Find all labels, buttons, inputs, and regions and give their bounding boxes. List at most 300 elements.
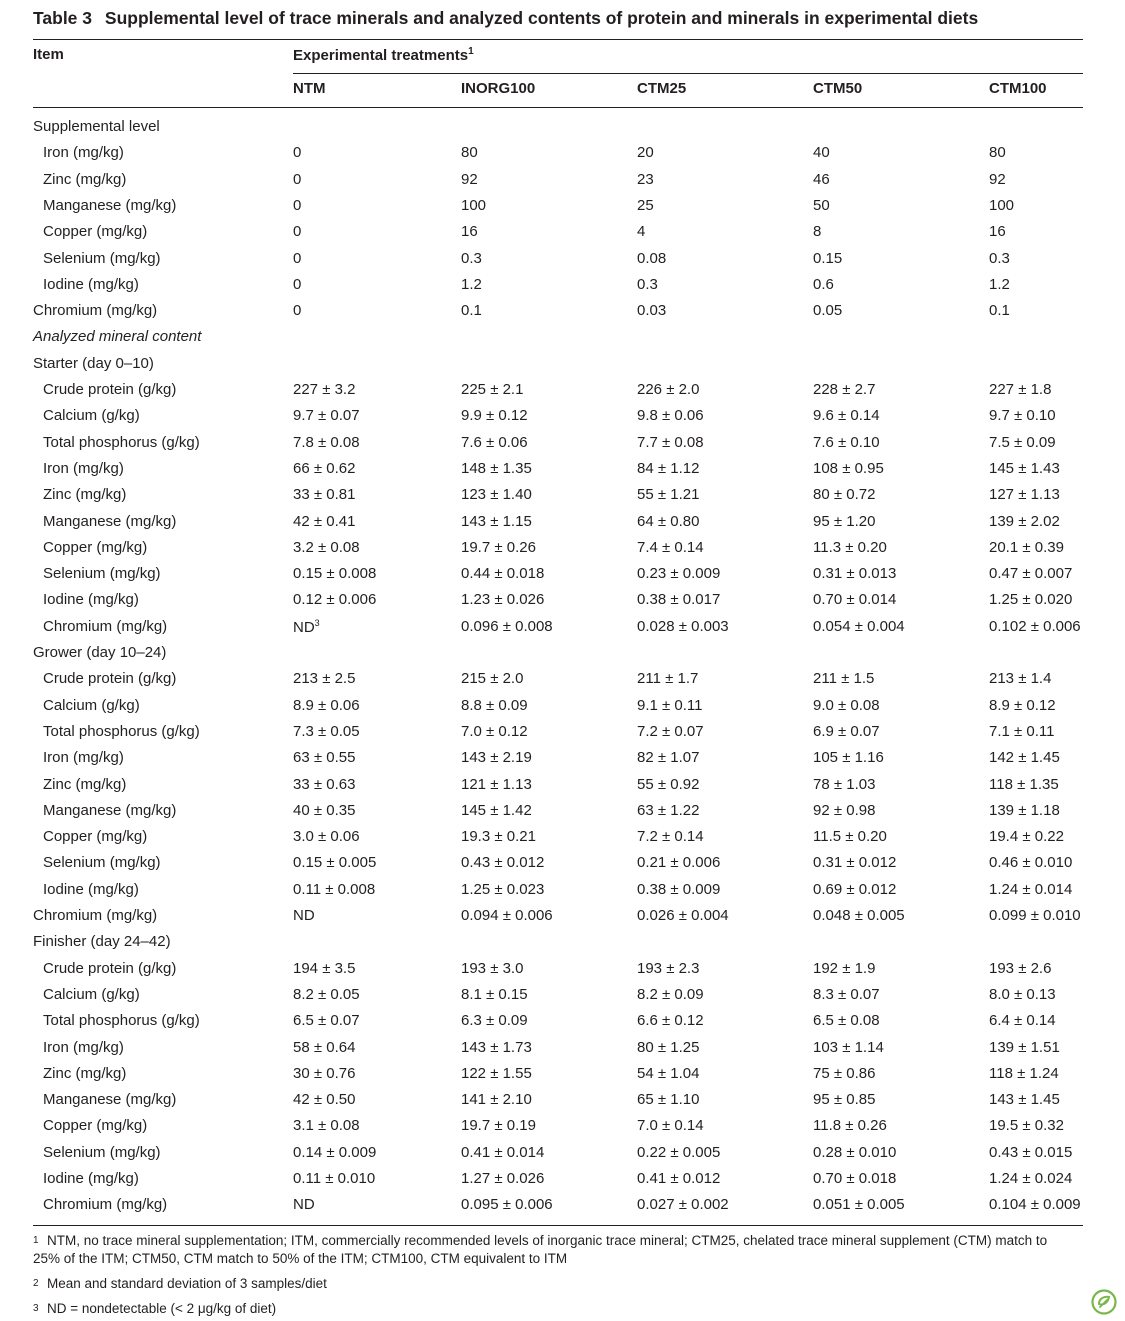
cell-value: 7.3 ± 0.05 (293, 723, 360, 740)
table-cell (989, 565, 1072, 582)
table-cell (461, 565, 544, 582)
cell-value: 215 ± 2.0 (461, 670, 524, 687)
table-cell (813, 565, 896, 582)
cell-value: 145 ± 1.43 (989, 460, 1060, 477)
table-cell (813, 223, 821, 240)
row-label: Selenium (mg/kg) (43, 250, 161, 267)
cell-value: 8.0 ± 0.13 (989, 986, 1056, 1003)
cell-value: 92 (461, 171, 478, 188)
cell-value: 55 ± 1.21 (637, 486, 700, 503)
cell-value: 7.8 ± 0.08 (293, 434, 360, 451)
cell-value: 0.054 ± 0.004 (813, 618, 905, 635)
cell-value: 46 (813, 171, 830, 188)
cell-value: 9.7 ± 0.10 (989, 407, 1056, 424)
table-cell (293, 1196, 315, 1213)
cell-value: 6.5 ± 0.07 (293, 1012, 360, 1029)
cell-value: 105 ± 1.16 (813, 749, 884, 766)
table-row (0, 513, 1125, 539)
cell-value: 103 ± 1.14 (813, 1039, 884, 1056)
cell-value: 7.4 ± 0.14 (637, 539, 704, 556)
cell-value: 19.4 ± 0.22 (989, 828, 1064, 845)
table-cell (813, 749, 884, 766)
footnote-2-text: Mean and standard deviation of 3 samples/diet (47, 1276, 327, 1291)
cell-value: 20.1 ± 0.39 (989, 539, 1064, 556)
header-rule (33, 107, 1083, 108)
cell-value: 4 (637, 223, 646, 240)
cell-value: 0.31 ± 0.013 (813, 565, 897, 582)
table-row (0, 854, 1125, 880)
cell-value: 1.24 ± 0.024 (989, 1170, 1073, 1187)
cell-value: 0 (293, 197, 302, 214)
row-label: Iron (mg/kg) (43, 144, 124, 161)
cell-value: 193 ± 3.0 (461, 960, 524, 977)
row-label: Total phosphorus (g/kg) (43, 723, 200, 740)
header-col-inorg100: INORG100 (461, 80, 536, 97)
row-label: Crude protein (g/kg) (43, 670, 177, 687)
cell-value: 33 ± 0.63 (293, 776, 356, 793)
footnote-3-mark: 3 (33, 1303, 39, 1314)
cell-value: 139 ± 2.02 (989, 513, 1060, 530)
cell-value: 11.8 ± 0.26 (813, 1117, 887, 1134)
table-cell (637, 407, 704, 424)
cell-value: 213 ± 1.4 (989, 670, 1052, 687)
cell-value: ND (293, 619, 315, 636)
table-cell (637, 1091, 699, 1108)
table-cell (813, 1196, 905, 1213)
cell-value: 7.2 ± 0.07 (637, 723, 704, 740)
table-cell (637, 618, 729, 635)
table-cell (461, 697, 528, 714)
cell-value: 66 ± 0.62 (293, 460, 356, 477)
cell-value: 228 ± 2.7 (813, 381, 876, 398)
table-row (0, 986, 1125, 1012)
table-cell (637, 828, 704, 845)
cell-value: 0.22 ± 0.005 (637, 1144, 721, 1161)
cell-value: 143 ± 1.15 (461, 513, 532, 530)
cell-value: 19.3 ± 0.21 (461, 828, 536, 845)
row-label: Calcium (g/kg) (43, 407, 140, 424)
table-cell (461, 276, 482, 293)
row-label: Manganese (mg/kg) (43, 513, 177, 530)
table-row (0, 749, 1125, 775)
table-row (0, 460, 1125, 486)
table-cell (461, 670, 523, 687)
table-cell (989, 697, 1056, 714)
table-cell (637, 670, 698, 687)
table-cell (293, 1012, 360, 1029)
table-cell (637, 197, 654, 214)
cell-value: 11.5 ± 0.20 (813, 828, 887, 845)
table-cell (293, 1170, 375, 1187)
footnote-1-mark: 1 (33, 1235, 39, 1246)
row-label: Copper (mg/kg) (43, 828, 148, 845)
cell-value: 0.03 (637, 302, 667, 319)
cell-value: 0.1 (461, 302, 482, 319)
table-cell (813, 854, 896, 871)
cell-value: 0.44 ± 0.018 (461, 565, 545, 582)
table-cell (637, 986, 704, 1003)
table-cell (813, 907, 905, 924)
header-col-ntm: NTM (293, 80, 326, 97)
cell-value: 0.095 ± 0.006 (461, 1196, 553, 1213)
header-group-label: Experimental treatments (293, 47, 469, 64)
table-row (0, 250, 1125, 276)
cell-value: 148 ± 1.35 (461, 460, 532, 477)
cell-value: 55 ± 0.92 (637, 776, 700, 793)
cell-value: 0.69 ± 0.012 (813, 881, 897, 898)
cell-value: 0 (293, 223, 302, 240)
footnote-2 (33, 1275, 1073, 1293)
table-cell (293, 434, 360, 451)
table-cell (989, 460, 1060, 477)
table-cell (813, 460, 884, 477)
table-cell (637, 1117, 704, 1134)
table-label: Table 3 (33, 8, 93, 28)
table-cell (813, 250, 842, 267)
footnote-3 (33, 1300, 1073, 1318)
table-row (0, 276, 1125, 302)
cell-value: 0.094 ± 0.006 (461, 907, 553, 924)
table-cell (461, 1065, 532, 1082)
cell-value: 63 ± 0.55 (293, 749, 356, 766)
cell-value: 225 ± 2.1 (461, 381, 524, 398)
table-cell (293, 565, 376, 582)
row-label: Copper (mg/kg) (43, 539, 148, 556)
cell-value: 92 ± 0.98 (813, 802, 876, 819)
table-cell (813, 1144, 896, 1161)
header-col-ctm50: CTM50 (813, 80, 863, 97)
cell-value: 0 (293, 276, 302, 293)
cell-value: 1.2 (989, 276, 1010, 293)
table-cell (461, 907, 553, 924)
table-cell (637, 434, 704, 451)
table-cell (461, 302, 482, 319)
table-cell (461, 434, 528, 451)
table-row (0, 539, 1125, 565)
cell-value: 192 ± 1.9 (813, 960, 876, 977)
table-cell (293, 407, 360, 424)
cell-value: 6.3 ± 0.09 (461, 1012, 528, 1029)
cell-value: 7.6 ± 0.06 (461, 434, 528, 451)
cell-value: 226 ± 2.0 (637, 381, 700, 398)
cell-value: 1.2 (461, 276, 482, 293)
cell-value: 33 ± 0.81 (293, 486, 356, 503)
row-label: Calcium (g/kg) (43, 697, 140, 714)
cell-value: 0.41 ± 0.014 (461, 1144, 545, 1161)
table-cell (637, 144, 654, 161)
table-cell (989, 171, 1006, 188)
cell-value: 3.2 ± 0.08 (293, 539, 360, 556)
table-cell (989, 881, 1072, 898)
table-cell (293, 486, 355, 503)
cell-value: 0.08 (637, 250, 667, 267)
table-cell (813, 1012, 880, 1029)
table-row (0, 197, 1125, 223)
table-cell (813, 1065, 875, 1082)
cell-value: ND (293, 907, 315, 924)
table-cell (293, 1144, 376, 1161)
table-cell (461, 539, 536, 556)
section-label: Starter (day 0–10) (33, 355, 154, 372)
table-cell (813, 1091, 875, 1108)
cell-value: 7.0 ± 0.12 (461, 723, 528, 740)
cell-value: 63 ± 1.22 (637, 802, 700, 819)
header-col-ctm100: CTM100 (989, 80, 1047, 97)
table-cell (293, 749, 355, 766)
cell-value: 0.048 ± 0.005 (813, 907, 905, 924)
row-label: Zinc (mg/kg) (43, 171, 127, 188)
table-row (0, 697, 1125, 723)
cell-value: 0.05 (813, 302, 843, 319)
cell-value: 8.2 ± 0.05 (293, 986, 360, 1003)
table-cell (989, 1039, 1060, 1056)
cell-value: 9.8 ± 0.06 (637, 407, 704, 424)
cell-value: 127 ± 1.13 (989, 486, 1060, 503)
table-row (0, 1117, 1125, 1143)
table-row (0, 407, 1125, 433)
cell-value: 42 ± 0.41 (293, 513, 356, 530)
cell-value: 80 (989, 144, 1006, 161)
table-cell (461, 854, 544, 871)
table-row (0, 1144, 1125, 1170)
cell-value: 143 ± 1.73 (461, 1039, 532, 1056)
cell-value: 58 ± 0.64 (293, 1039, 356, 1056)
cell-value: 19.7 ± 0.19 (461, 1117, 536, 1134)
row-label: Selenium (mg/kg) (43, 854, 161, 871)
cell-value: 0.11 ± 0.008 (293, 881, 376, 898)
table-cell (989, 1144, 1072, 1161)
table-cell (813, 486, 875, 503)
cell-value: 0.102 ± 0.006 (989, 618, 1081, 635)
table-cell (293, 276, 301, 293)
table-cell (989, 1012, 1056, 1029)
table-row (0, 723, 1125, 749)
row-label: Crude protein (g/kg) (43, 381, 177, 398)
table-cell (293, 197, 301, 214)
table-cell (461, 1117, 536, 1134)
cell-value: 54 ± 1.04 (637, 1065, 700, 1082)
table-cell (637, 907, 729, 924)
cell-value: 0.47 ± 0.007 (989, 565, 1073, 582)
table-cell (989, 1065, 1059, 1082)
table-row (0, 960, 1125, 986)
row-label: Copper (mg/kg) (43, 1117, 148, 1134)
table-cell (813, 381, 875, 398)
table-row (0, 881, 1125, 907)
cell-value: 95 ± 0.85 (813, 1091, 876, 1108)
table-cell (293, 881, 375, 898)
cell-value: 30 ± 0.76 (293, 1065, 356, 1082)
table-cell (989, 1196, 1081, 1213)
cell-value: 42 ± 0.50 (293, 1091, 356, 1108)
cell-value: 0.28 ± 0.010 (813, 1144, 897, 1161)
cell-value: 0.43 ± 0.015 (989, 1144, 1073, 1161)
row-label: Manganese (mg/kg) (43, 802, 177, 819)
table-cell (989, 749, 1060, 766)
row-label: Iodine (mg/kg) (43, 276, 139, 293)
table-row (0, 907, 1125, 933)
table-cell (461, 591, 544, 608)
row-label: Manganese (mg/kg) (43, 1091, 177, 1108)
table-cell (461, 960, 523, 977)
cell-value: 0.096 ± 0.008 (461, 618, 553, 635)
cell-value: 0.104 ± 0.009 (989, 1196, 1081, 1213)
table-cell (989, 1117, 1064, 1134)
cell-value: 118 ± 1.24 (989, 1065, 1059, 1082)
table-cell (461, 407, 528, 424)
footnote-3-text: ND = nondetectable (< 2 μg/kg of diet) (47, 1301, 277, 1316)
cell-value: 64 ± 0.80 (637, 513, 700, 530)
table-cell (637, 854, 720, 871)
cell-value: 211 ± 1.5 (813, 670, 875, 687)
cell-value: 0.70 ± 0.014 (813, 591, 897, 608)
table-caption (33, 8, 1093, 29)
header-col-ctm25: CTM25 (637, 80, 687, 97)
table-cell (293, 986, 360, 1003)
cell-value: 193 ± 2.3 (637, 960, 700, 977)
table-cell (461, 223, 478, 240)
table-cell (989, 302, 1010, 319)
row-label: Chromium (mg/kg) (33, 907, 158, 924)
table-row (0, 434, 1125, 460)
table-cell (461, 618, 553, 635)
table-cell (293, 302, 301, 319)
table-cell (637, 302, 666, 319)
row-label: Iron (mg/kg) (43, 1039, 124, 1056)
cell-value: 19.5 ± 0.32 (989, 1117, 1064, 1134)
cell-value: 7.0 ± 0.14 (637, 1117, 704, 1134)
table-cell (293, 723, 360, 740)
cell-value: 0.028 ± 0.003 (637, 618, 729, 635)
table-cell (637, 1039, 699, 1056)
cell-value: 7.6 ± 0.10 (813, 434, 880, 451)
table-cell (293, 539, 360, 556)
cell-value: 0.3 (989, 250, 1010, 267)
cell-value: 9.1 ± 0.11 (637, 697, 703, 714)
cell-value: 0.15 ± 0.005 (293, 854, 377, 871)
table-cell (637, 1012, 704, 1029)
table-cell (637, 697, 703, 714)
table-row (0, 1170, 1125, 1196)
table-cell (293, 802, 355, 819)
cell-value: 50 (813, 197, 830, 214)
cell-value: 78 ± 1.03 (813, 776, 876, 793)
cell-value: 19.7 ± 0.26 (461, 539, 536, 556)
cell-value: 193 ± 2.6 (989, 960, 1052, 977)
row-label: Calcium (g/kg) (43, 986, 140, 1003)
group-rule (293, 73, 1083, 74)
table-cell (813, 802, 875, 819)
table-cell (813, 1170, 896, 1187)
table-cell (813, 986, 880, 1003)
table-cell (461, 986, 528, 1003)
cell-value: 92 (989, 171, 1006, 188)
row-label: Chromium (mg/kg) (43, 618, 168, 635)
cell-value: 0 (293, 250, 302, 267)
cell-value: 95 ± 1.20 (813, 513, 876, 530)
table-cell (813, 407, 880, 424)
table-cell (989, 486, 1060, 503)
table-cell (813, 776, 875, 793)
cell-value: 0.21 ± 0.006 (637, 854, 721, 871)
cell-value: 145 ± 1.42 (461, 802, 532, 819)
footnote-mark: 3 (314, 618, 320, 628)
table-cell (461, 1170, 544, 1187)
cell-value: 121 ± 1.13 (461, 776, 532, 793)
table-row (0, 302, 1125, 328)
cell-value: 1.25 ± 0.023 (461, 881, 545, 898)
cell-value: 143 ± 1.45 (989, 1091, 1060, 1108)
cell-value: 11.3 ± 0.20 (813, 539, 887, 556)
table-cell (293, 854, 376, 871)
cell-value: 139 ± 1.51 (989, 1039, 1060, 1056)
table-cell (813, 513, 875, 530)
cell-value: 139 ± 1.18 (989, 802, 1060, 819)
cell-value: 8.8 ± 0.09 (461, 697, 528, 714)
cell-value: 0.6 (813, 276, 834, 293)
table-cell (461, 1196, 553, 1213)
cell-value: 6.4 ± 0.14 (989, 1012, 1056, 1029)
cell-value: 80 (461, 144, 478, 161)
table-cell (637, 960, 699, 977)
section-label: Grower (day 10–24) (33, 644, 167, 661)
table-cell (637, 1196, 729, 1213)
cell-value: 8.2 ± 0.09 (637, 986, 704, 1003)
table-cell (293, 1117, 360, 1134)
table-cell (989, 618, 1081, 635)
table-cell (293, 591, 376, 608)
table-cell (293, 250, 301, 267)
table-cell (813, 1117, 887, 1134)
cell-value: 0.3 (637, 276, 658, 293)
row-label: Manganese (mg/kg) (43, 197, 177, 214)
table-cell (637, 513, 699, 530)
row-label: Zinc (mg/kg) (43, 1065, 127, 1082)
cell-value: 6.5 ± 0.08 (813, 1012, 880, 1029)
table-cell (293, 223, 301, 240)
cell-value: 100 (461, 197, 487, 214)
row-label: Chromium (mg/kg) (43, 1196, 168, 1213)
table-row (0, 1196, 1125, 1222)
table-cell (461, 486, 532, 503)
table-row (0, 144, 1125, 170)
table-cell (461, 1144, 544, 1161)
table-cell (637, 539, 704, 556)
header-group-footnote-mark: 1 (468, 46, 474, 57)
table-row (0, 776, 1125, 802)
table-cell (989, 513, 1060, 530)
cell-value: 3.0 ± 0.06 (293, 828, 360, 845)
table-cell (813, 434, 880, 451)
table-cell (989, 381, 1051, 398)
cell-value: 213 ± 2.5 (293, 670, 356, 687)
table-cell (293, 697, 360, 714)
cell-value: 80 ± 1.25 (637, 1039, 700, 1056)
cell-value: 3.1 ± 0.08 (293, 1117, 360, 1134)
table-cell (293, 144, 301, 161)
table-row (0, 486, 1125, 512)
cell-value: 1.24 ± 0.014 (989, 881, 1073, 898)
table-row (0, 828, 1125, 854)
table-cell (813, 276, 834, 293)
cell-value: 84 ± 1.12 (637, 460, 700, 477)
cell-value: 118 ± 1.35 (989, 776, 1059, 793)
table-cell (813, 697, 880, 714)
table-cell (461, 1012, 528, 1029)
table-cell (637, 1065, 699, 1082)
table-cell (637, 223, 645, 240)
table-cell (813, 539, 887, 556)
